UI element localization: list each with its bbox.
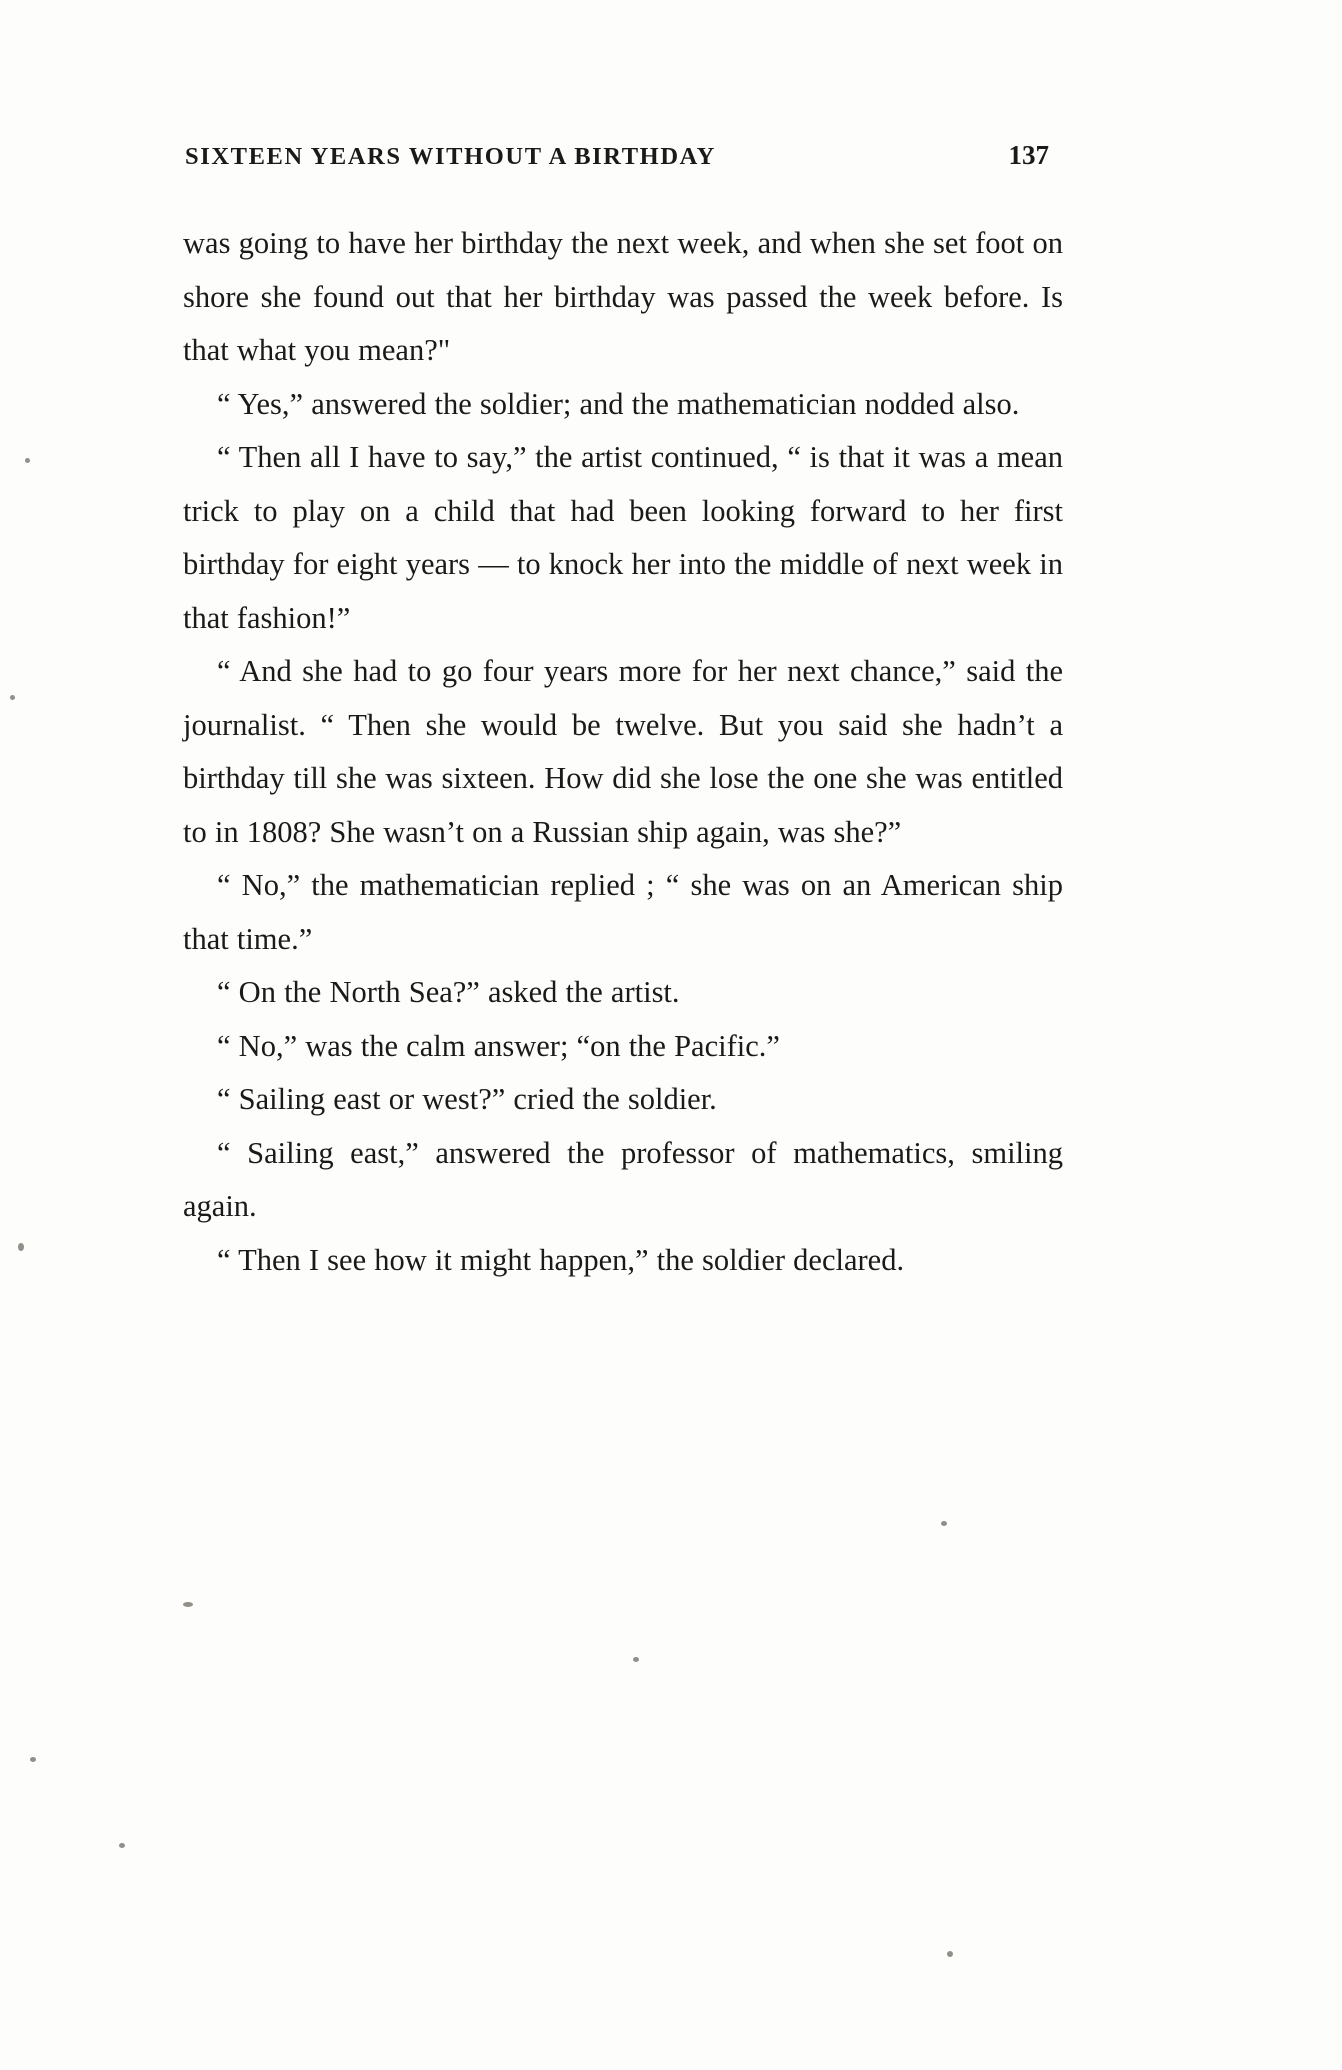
paragraph: “ And she had to go four years more for her next chance,” said the journalist. “ Then she would be twelve. But you said she hadn’t a birthday till she was sixteen. How did she lose the one she was entitled to in 1808? She wasn’t on a Russian ship again, was she?” [183, 654, 1063, 849]
scan-speck [633, 1657, 639, 1662]
scan-speck [25, 458, 30, 463]
running-head [183, 140, 1063, 171]
paragraph: “ On the North Sea?” asked the artist. [217, 975, 680, 1009]
page-number: 137 [1008, 140, 1049, 170]
paragraph: “ Then I see how it might happen,” the soldier declared. [217, 1242, 905, 1277]
running-head-title: SIXTEEN YEARS WITHOUT A BIRTHDAY [185, 143, 716, 170]
paragraph: “ Yes,” answered the soldier; and the mathematician nodded also. [217, 386, 1020, 421]
scan-speck [183, 1602, 193, 1607]
paragraph: “ Then all I have to say,” the artist continued, “ is that it was a mean trick to play on a child that had been looking forward to her first birthday for eight years — to knock her into the middle of next week in that fashion!” [183, 440, 1063, 635]
scan-speck [10, 695, 15, 700]
page-content [183, 140, 1063, 1287]
scan-speck [30, 1757, 36, 1762]
paragraph: “ No,” the mathematician replied ; “ she was on an American ship that time.” [183, 868, 1063, 956]
paragraph: was going to have her birthday the next week, and when she set foot on shore she found out that her birthday was passed the week before. Is that what you mean?" [183, 226, 1063, 367]
scan-speck [119, 1843, 125, 1848]
scan-speck [941, 1521, 947, 1526]
paragraph: “ Sailing east,” answered the professor of mathematics, smiling again. [183, 1135, 1063, 1223]
paragraph: “ No,” was the calm answer; “on the Pacific.” [217, 1028, 780, 1063]
paragraph: “ Sailing east or west?” cried the soldier. [217, 1082, 717, 1116]
scan-speck [18, 1243, 24, 1251]
scan-speck [947, 1951, 953, 1957]
body-text [183, 217, 1063, 1287]
